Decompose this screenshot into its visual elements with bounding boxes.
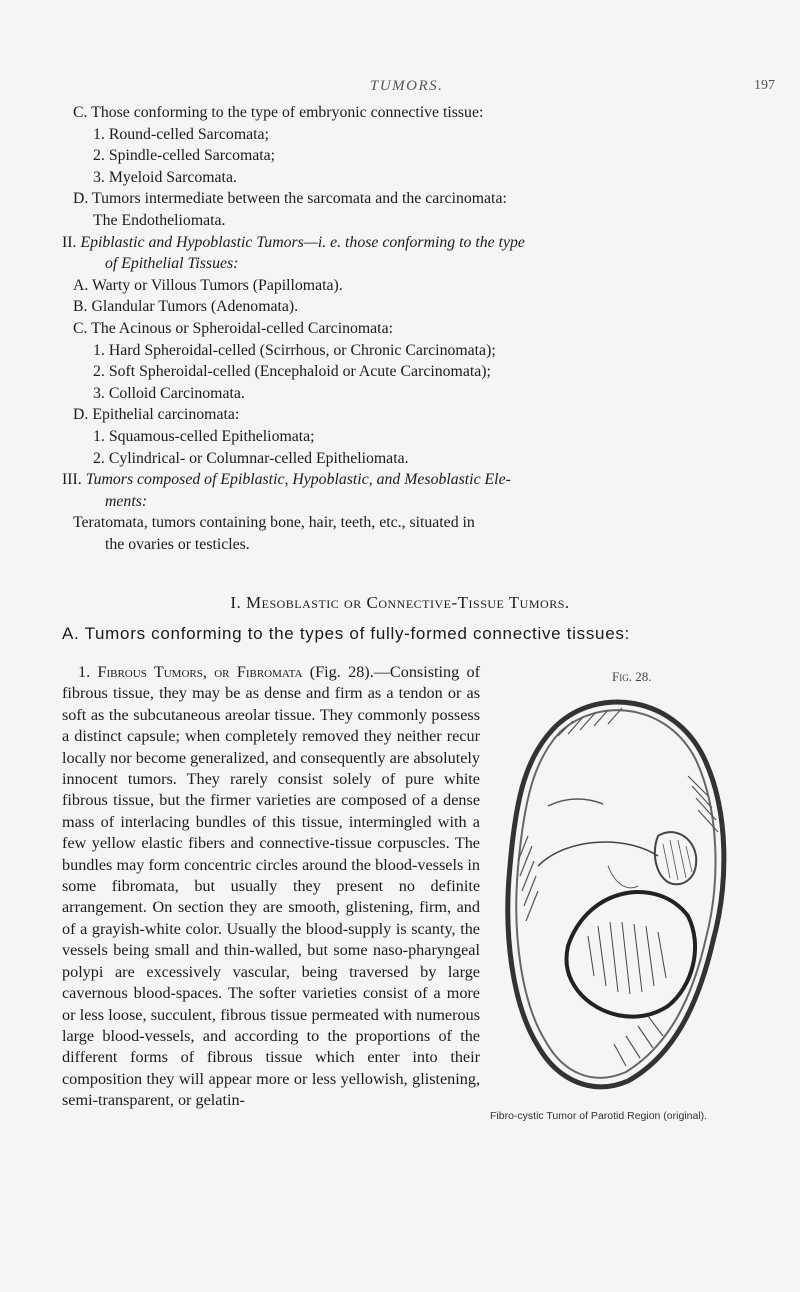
outline-line: ments: — [105, 492, 148, 510]
outline-line: C. Those conforming to the type of embryonic connective tissue: — [73, 104, 484, 121]
classification-outline — [62, 102, 742, 555]
paragraph-text: (Fig. 28).—Consisting of fibrous tissue, they may be as dense and firm as a tendon or as soft as the subcutaneous areolar tissue. They commonly possess a distinct capsule; when completely removed they neither recur locally nor become generalized, and consequently are absolutely innocent tumors. They rarely consist solely of pure white fibrous tissue, but the firmer varieties are composed of a dense mass of interlacing bundles of this tissue, intermingled with a few yellow elastic fibers and connective-tissue corpuscles. The bundles may form concentric circles around the blood-vessels in some fibromata, but usually they present no definite arrangement. On section they are smooth, glistening, firm, and of a grayish-white color. Usually the blood-supply is scanty, the vessels being small and thin-walled, but some naso-pharyngeal polypi are excessively vascular, being traversed by large cavernous blood-spaces. The softer varieties consist of a more or less loose, succulent, fibrous tissue permeated with numerous large blood-vessels, and according to the proportions of the different forms of fibrous tissue which enter into their composition they will appear more or less yellowish, glistening, semi-transparent, or gelatin- — [62, 663, 481, 1110]
figure-label: Fig. 28. — [612, 669, 652, 684]
outline-line: III. Tumors composed of Epiblastic, Hypoblastic, and Mesoblastic Ele- — [62, 471, 511, 489]
outline-line: 3. Colloid Carcinomata. — [93, 384, 245, 402]
section-heading: I. Mesoblastic or Connective-Tissue Tumors. — [230, 593, 570, 612]
outline-line: 2. Cylindrical- or Columnar-celled Epitheliomata. — [93, 449, 409, 467]
paragraph-lead: 1. Fibrous Tumors, or Fibromata — [78, 663, 303, 681]
outline-line: the ovaries or testicles. — [105, 535, 250, 553]
outline-line: Teratomata, tumors containing bone, hair, teeth, etc., situated in — [73, 514, 475, 532]
running-head: TUMORS. — [370, 78, 444, 94]
tumor-illustration-icon — [498, 686, 730, 1094]
outline-line: 1. Hard Spheroidal-celled (Scirrhous, or Chronic Carcinomata); — [93, 341, 496, 359]
outline-line: D. Epithelial carcinomata: — [73, 406, 240, 424]
outline-line: 2. Spindle-celled Sarcomata; — [93, 147, 276, 165]
outline-line: The Endotheliomata. — [93, 211, 226, 229]
figure-28 — [490, 666, 746, 1124]
outline-line: 3. Myeloid Sarcomata. — [93, 168, 237, 186]
subheading: A. Tumors conforming to the types of fully-formed connective tissues: — [62, 624, 630, 643]
outline-line: C. The Acinous or Spheroidal-celled Carcinomata: — [73, 319, 393, 337]
outline-line: 1. Round-celled Sarcomata; — [93, 125, 269, 143]
figure-caption: Fibro-cystic Tumor of Parotid Region (original). — [490, 1110, 708, 1122]
outline-line: 2. Soft Spheroidal-celled (Encephaloid or Acute Carcinomata); — [93, 363, 491, 381]
outline-line: D. Tumors intermediate between the sarcomata and the carcinomata: — [73, 190, 507, 208]
outline-line: of Epithelial Tissues: — [105, 255, 239, 273]
outline-line: A. Warty or Villous Tumors (Papillomata). — [73, 276, 343, 294]
page-number: 197 — [754, 78, 775, 93]
outline-line: B. Glandular Tumors (Adenomata). — [73, 298, 299, 316]
outline-line: II. Epiblastic and Hypoblastic Tumors—i. e. those conforming to the type — [62, 233, 525, 251]
page-header — [0, 78, 800, 102]
outline-line: 1. Squamous-celled Epitheliomata; — [93, 427, 315, 445]
body-text — [62, 662, 744, 1128]
